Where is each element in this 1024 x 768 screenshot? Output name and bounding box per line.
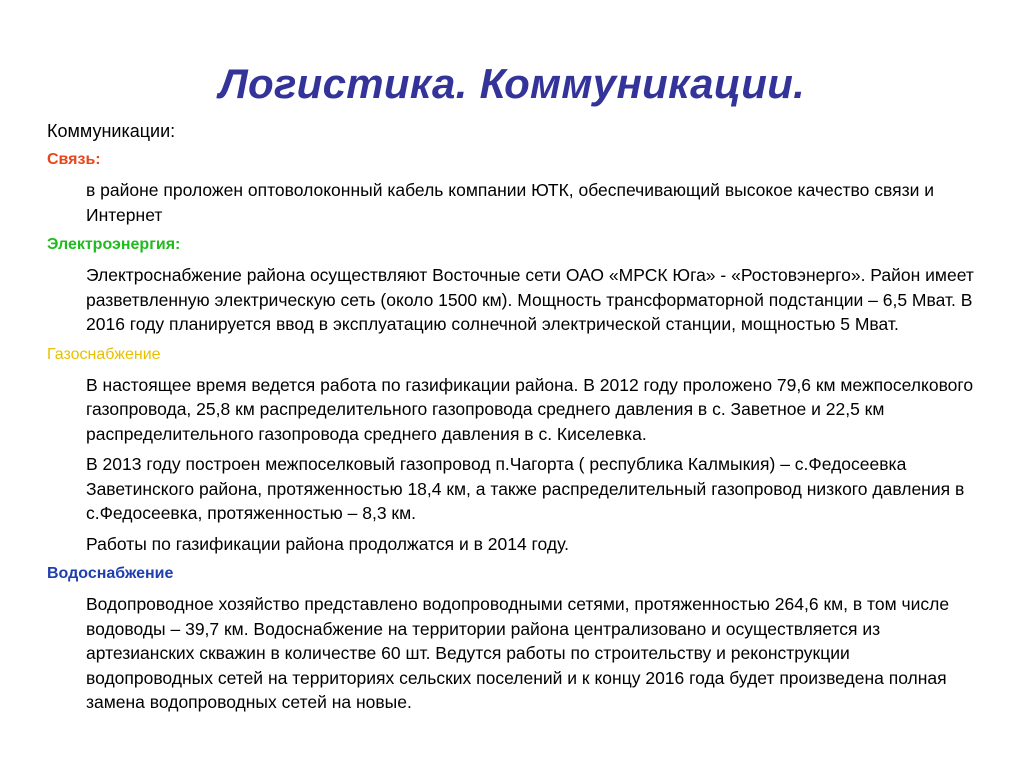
section-heading-gas: Газоснабжение [47,345,161,363]
paragraph-gas-3: Работы по газификации района продолжатся и в 2014 году. [86,533,569,554]
paragraph-gas-2: В 2013 году построен межпоселковый газопровод п.Чагорта ( республика Калмыкия) – с.Федосеевка Заветинского района, протяженностью 18,4 км, а также распределительный газопровод низкого давления в с.Федосеевка, протяженностью – 8,3 км. [86,454,965,523]
section-water [47,562,977,715]
paragraph-water-1: Водопроводное хозяйство представлено водопроводными сетями, протяженностью 264,6 км, в том числе водоводы – 39,7 км. Водоснабжение на территории района централизовано и осуществляется из артезианских скважин в количестве 60 шт. Ведутся работы по строительству и реконструкции водопроводных сетей на территориях сельских поселений и к концу 2016 года будет произведена полная замена водопроводных сетей на новые. [86,594,950,712]
section-heading-electro: Электроэнергия: [47,236,181,253]
page-title: Логистика. Коммуникации. [218,60,806,107]
paragraph-svyaz-1: в районе проложен оптоволоконный кабель компании ЮТК, обеспечивающий высокое качество связи и Интернет [86,180,935,225]
section-heading-water: Водоснабжение [47,565,174,582]
paragraph-gas-1: В настоящее время ведется работа по газификации района. В 2012 году проложено 79,6 км межпоселкового газопровода, 25,8 км распределительного газопровода среднего давления в с. Заветное и 22,5 км распределительного газопровода среднего давления в с. Киселевка. [86,374,974,444]
section-heading-svyaz: Связь: [47,151,101,168]
section-electro [47,233,977,337]
intro-label: Коммуникации: [47,121,176,141]
section-gas [47,343,977,557]
section-svyaz [47,148,977,227]
paragraph-electro-1: Электроснабжение района осуществляют Восточные сети ОАО «МРСК Юга» - «Ростовэнерго». Район имеет разветвленную электрическую сеть (около 1500 км). Мощность трансформаторной подстанции – 6,5 Мват. В 2016 году планируется ввод в эксплуатацию солнечной электрической станции, мощностью 5 Мват. [86,265,974,334]
slide-content [47,118,977,721]
